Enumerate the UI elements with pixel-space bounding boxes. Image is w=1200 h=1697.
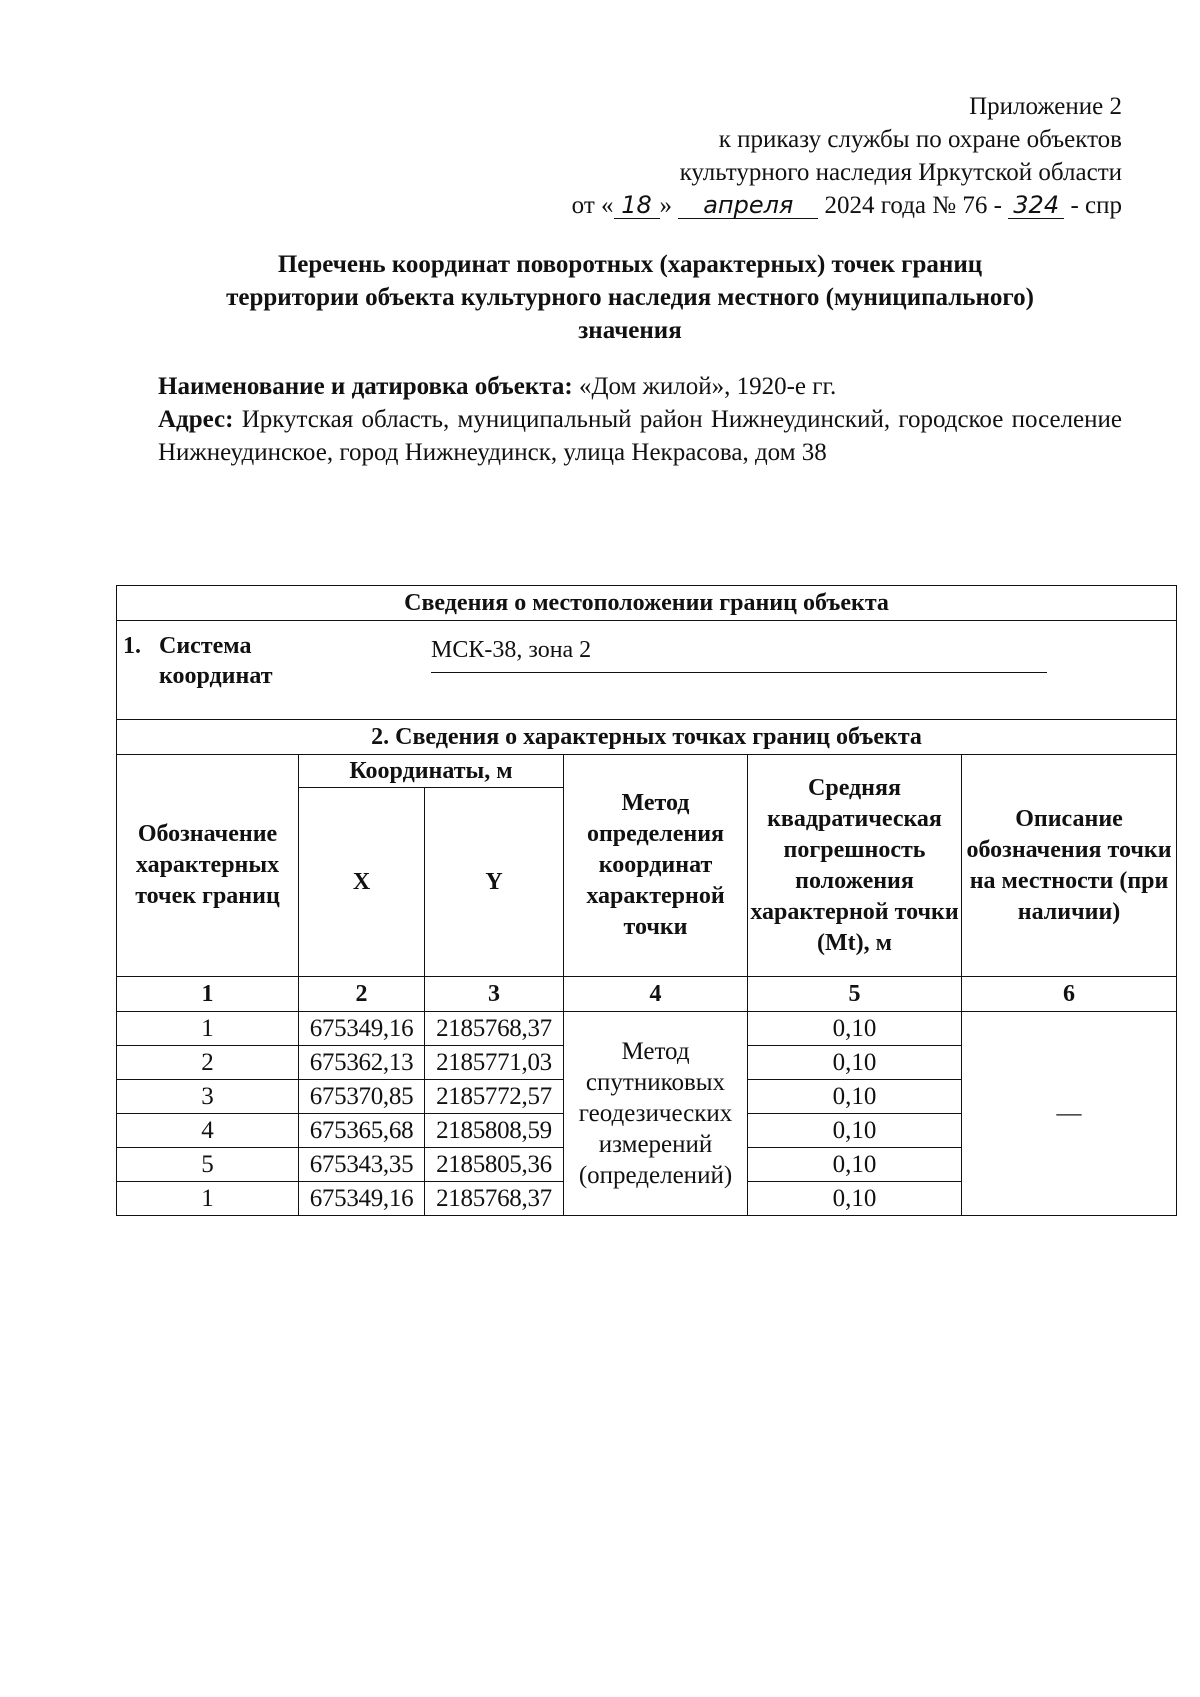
section-title: Сведения о местоположении границ объекта (117, 586, 1177, 621)
coordinate-system-label-2: координат (159, 663, 273, 689)
point-mt: 0,10 (748, 1012, 962, 1046)
object-name-label: Наименование и датировка объекта: (158, 373, 573, 400)
appendix-header (572, 90, 1122, 222)
point-mt: 0,10 (748, 1148, 962, 1182)
order-number: 324 (1008, 192, 1064, 219)
order-quote-close: » (659, 192, 673, 219)
title-line-1: Перечень координат поворотных (характерных) точек границ (277, 251, 983, 278)
table-row (117, 1012, 1177, 1046)
point-y: 2185772,57 (425, 1080, 564, 1114)
point-y: 2185808,59 (425, 1114, 564, 1148)
point-y: 2185805,36 (425, 1148, 564, 1182)
point-id: 4 (117, 1114, 299, 1148)
point-id: 1 (117, 1182, 299, 1216)
object-address-value: Иркутская область, муниципальный район Нижнеудинский, городское поселение Нижнеудинское, город Нижнеудинск, улица Некрасова, дом 38 (158, 406, 1122, 466)
point-y: 2185768,37 (425, 1012, 564, 1046)
point-x: 675370,85 (299, 1080, 425, 1114)
point-x: 675349,16 (299, 1182, 425, 1216)
appendix-line-1: Приложение 2 (969, 93, 1122, 120)
title-line-2: территории объекта культурного наследия местного (муниципального) (226, 284, 1034, 311)
point-y: 2185768,37 (425, 1182, 564, 1216)
col-number-4: 4 (564, 977, 748, 1012)
header-error: Средняя квадратическая погрешность положения характерной точки (Mt), м (748, 755, 962, 977)
title-line-3: значения (578, 317, 682, 344)
order-month: апреля (678, 192, 818, 219)
col-number-2: 2 (299, 977, 425, 1012)
appendix-order-line (572, 189, 1122, 222)
point-id: 1 (117, 1012, 299, 1046)
header-designation: Обозначение характерных точек границ (117, 755, 299, 977)
header-description: Описание обозначения точки на местности (при наличии) (962, 755, 1177, 977)
point-mt: 0,10 (748, 1114, 962, 1148)
order-from: от « (571, 192, 614, 219)
object-name-value: «Дом жилой», 1920-е гг. (578, 373, 837, 400)
appendix-line-3: культурного наследия Иркутской области (679, 159, 1122, 186)
order-suffix: - спр (1070, 192, 1122, 219)
document-title (150, 248, 1110, 347)
coordinate-system-value: МСК-38, зона 2 (431, 637, 1047, 673)
point-mt: 0,10 (748, 1080, 962, 1114)
point-mt: 0,10 (748, 1046, 962, 1080)
boundary-table (116, 585, 1177, 1216)
object-address (158, 403, 1122, 469)
method-value: Метод спутниковых геодезических измерений (определений) (564, 1012, 748, 1216)
coordinate-system-label (123, 631, 273, 691)
appendix-line-2: к приказу службы по охране объектов (718, 126, 1122, 153)
point-id: 5 (117, 1148, 299, 1182)
object-info (158, 370, 1122, 469)
col-number-5: 5 (748, 977, 962, 1012)
coordinate-system-cell (117, 621, 1177, 720)
order-year: 2024 года № 76 - (824, 192, 1002, 219)
header-x: X (299, 788, 425, 977)
description-value: — (962, 1012, 1177, 1216)
point-x: 675362,13 (299, 1046, 425, 1080)
point-mt: 0,10 (748, 1182, 962, 1216)
point-x: 675343,35 (299, 1148, 425, 1182)
point-x: 675349,16 (299, 1012, 425, 1046)
object-address-label: Адрес: (158, 406, 234, 433)
header-y: Y (425, 788, 564, 977)
points-section-title: 2. Сведения о характерных точках границ объекта (117, 720, 1177, 755)
point-id: 2 (117, 1046, 299, 1080)
point-y: 2185771,03 (425, 1046, 564, 1080)
coordinate-system-label-1: Система (159, 633, 252, 659)
col-number-3: 3 (425, 977, 564, 1012)
col-number-1: 1 (117, 977, 299, 1012)
coordinate-system-number: 1. (123, 633, 141, 659)
header-coordinates: Координаты, м (299, 755, 564, 788)
point-id: 3 (117, 1080, 299, 1114)
point-x: 675365,68 (299, 1114, 425, 1148)
object-name (158, 370, 1122, 403)
col-number-6: 6 (962, 977, 1177, 1012)
order-day: 18 (614, 192, 660, 219)
header-method: Метод определения координат характерной точки (564, 755, 748, 977)
